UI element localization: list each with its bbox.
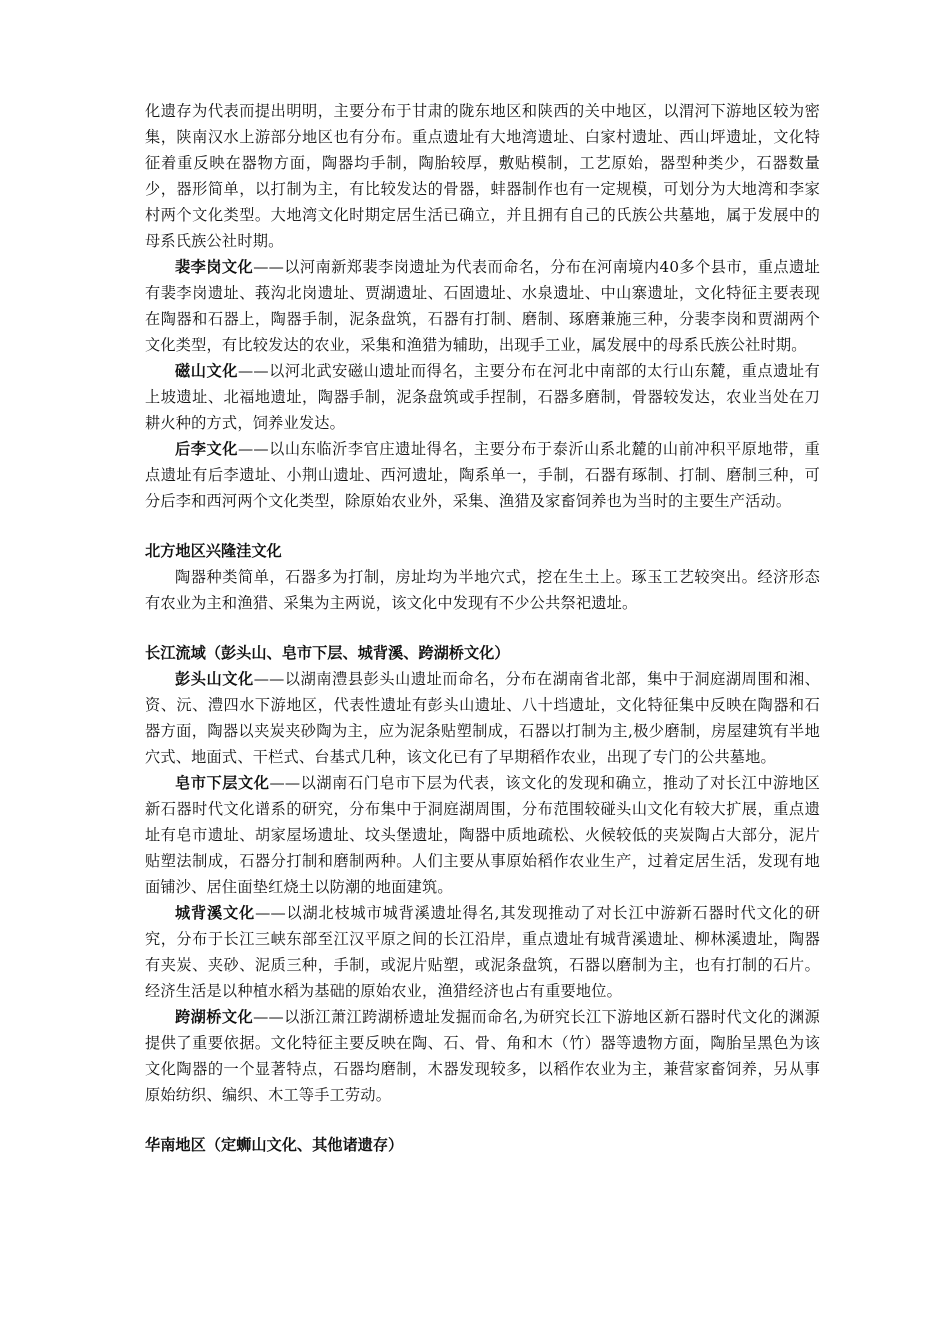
section-gap xyxy=(145,1108,820,1132)
paragraph-peiligang xyxy=(145,254,820,358)
paragraph-chengbeixi xyxy=(145,900,820,1004)
text-pengtoushan: ——以湖南澧县彭头山遗址而命名，分布在湖南省北部，集中于洞庭湖周围和湘、资、沅、澧四水下游地区，代表性遗址有彭头山遗址、八十垱遗址，文化特征集中反映在陶器和石器方面，陶器以夹炭夹砂陶为主，应为泥条贴塑制成，石器以打制为主,极少磨制，房屋建筑有半地穴式、地面式、干栏式、台基式几种，该文化已有了早期稻作农业，出现了专门的公共墓地。 xyxy=(145,670,821,766)
paragraph-xinglongwa: 陶器种类简单，石器多为打制，房址均为半地穴式，挖在生土上。琢玉工艺较突出。经济形态有农业为主和渔猎、采集为主两说，该文化中发现有不少公共祭祀遗址。 xyxy=(145,568,820,612)
heading-changjiang: 长江流域（彭头山、皂市下层、城背溪、跨湖桥文化） xyxy=(145,644,510,662)
text-cishan: ——以河北武安磁山遗址而得名，主要分布在河北中南部的太行山东麓，重点遗址有上坡遗址、北福地遗址，陶器手制，泥条盘筑或手捏制，石器多磨制，骨器较发达，农业当处在刀耕火种的方式，饲养业发达。 xyxy=(145,362,820,432)
paragraph-cishan xyxy=(145,358,820,436)
text-zaoshi: ——以湖南石门皂市下层为代表，该文化的发现和确立，推动了对长江中游地区新石器时代文化谱系的研究，分布集中于洞庭湖周围，分布范围较碰头山文化有较大扩展，重点遗址有皂市遗址、胡家屋场遗址、坟头堡遗址，陶器中质地疏松、火候较低的夹炭陶占大部分，泥片贴塑法制成，石器分打制和磨制两种。人们主要从事原始稻作农业生产，过着定居生活，发现有地面铺沙、居住面垫红烧土以防潮的地面建筑。 xyxy=(145,774,821,896)
term-cishan: 磁山文化 xyxy=(175,362,238,380)
paragraph-pengtoushan xyxy=(145,666,820,770)
heading-xinglongwa: 北方地区兴隆洼文化 xyxy=(145,542,282,560)
term-houli: 后李文化 xyxy=(175,440,238,458)
text-houli: ——以山东临沂李官庄遗址得名，主要分布于泰沂山系北麓的山前冲积平原地带，重点遗址有后李遗址、小荆山遗址、西河遗址，陶系单一，手制，石器有琢制、打制、磨制三种，可分后李和西河两个文化类型，除原始农业外，采集、渔猎及家畜饲养也为当时的主要生产活动。 xyxy=(145,440,820,510)
document-page xyxy=(145,98,820,1158)
text-chengbeixi: ——以湖北枝城市城背溪遗址得名,其发现推动了对长江中游新石器时代文化的研究，分布于长江三峡东部至江汉平原之间的长江沿岸，重点遗址有城背溪遗址、柳林溪遗址，陶器有夹炭、夹砂、泥质三种，手制，或泥片贴塑，或泥条盘筑，石器以磨制为主，也有打制的石片。经济生活是以种植水稻为基础的原始农业，渔猎经济也占有重要地位。 xyxy=(145,904,820,1000)
term-pengtoushan: 彭头山文化 xyxy=(175,670,254,688)
section-gap xyxy=(145,514,820,538)
heading-huanan: 华南地区（定蛳山文化、其他诸遗存） xyxy=(145,1136,404,1154)
term-kuahuqiao: 跨湖桥文化 xyxy=(175,1008,254,1026)
paragraph-dadiwan-continued: 化遗存为代表而提出明明，主要分布于甘肃的陇东地区和陕西的关中地区，以渭河下游地区较为密集，陕南汉水上游部分地区也有分布。重点遗址有大地湾遗址、白家村遗址、西山坪遗址，文化特征着重反映在器物方面，陶器均手制，陶胎较厚，敷贴模制，工艺原始，器型种类少，石器数量少，器形简单，以打制为主，有比较发达的骨器，蚌器制作也有一定规模，可划分为大地湾和李家村两个文化类型。大地湾文化时期定居生活已确立，并且拥有自己的氏族公共墓地，属于发展中的母系氏族公社时期。 xyxy=(145,102,820,250)
term-zaoshi: 皂市下层文化 xyxy=(175,774,270,792)
term-peiligang: 裴李岗文化 xyxy=(175,258,254,276)
term-chengbeixi: 城背溪文化 xyxy=(175,904,256,922)
section-gap xyxy=(145,616,820,640)
paragraph-kuahuqiao xyxy=(145,1004,820,1108)
paragraph-houli xyxy=(145,436,820,514)
paragraph-zaoshi xyxy=(145,770,820,900)
text-kuahuqiao: ——以浙江萧江跨湖桥遗址发掘而命名,为研究长江下游地区新石器时代文化的渊源提供了重要依据。文化特征主要反映在陶、石、骨、角和木（竹）器等遗物方面，陶胎呈黑色为该文化陶器的一个显著特点，石器均磨制，木器发现较多，以稻作农业为主，兼营家畜饲养，另从事原始纺织、编织、木工等手工劳动。 xyxy=(145,1008,820,1104)
text-peiligang: ——以河南新郑裴李岗遗址为代表而命名，分布在河南境内40多个县市，重点遗址有裴李岗遗址、莪沟北岗遗址、贾湖遗址、石固遗址、水泉遗址、中山寨遗址，文化特征主要表现在陶器和石器上，陶器手制，泥条盘筑，石器有打制、磨制、琢磨兼施三种，分裴李岗和贾湖两个文化类型，有比较发达的农业，采集和渔猎为辅助，出现手工业，属发展中的母系氏族公社时期。 xyxy=(145,258,821,354)
